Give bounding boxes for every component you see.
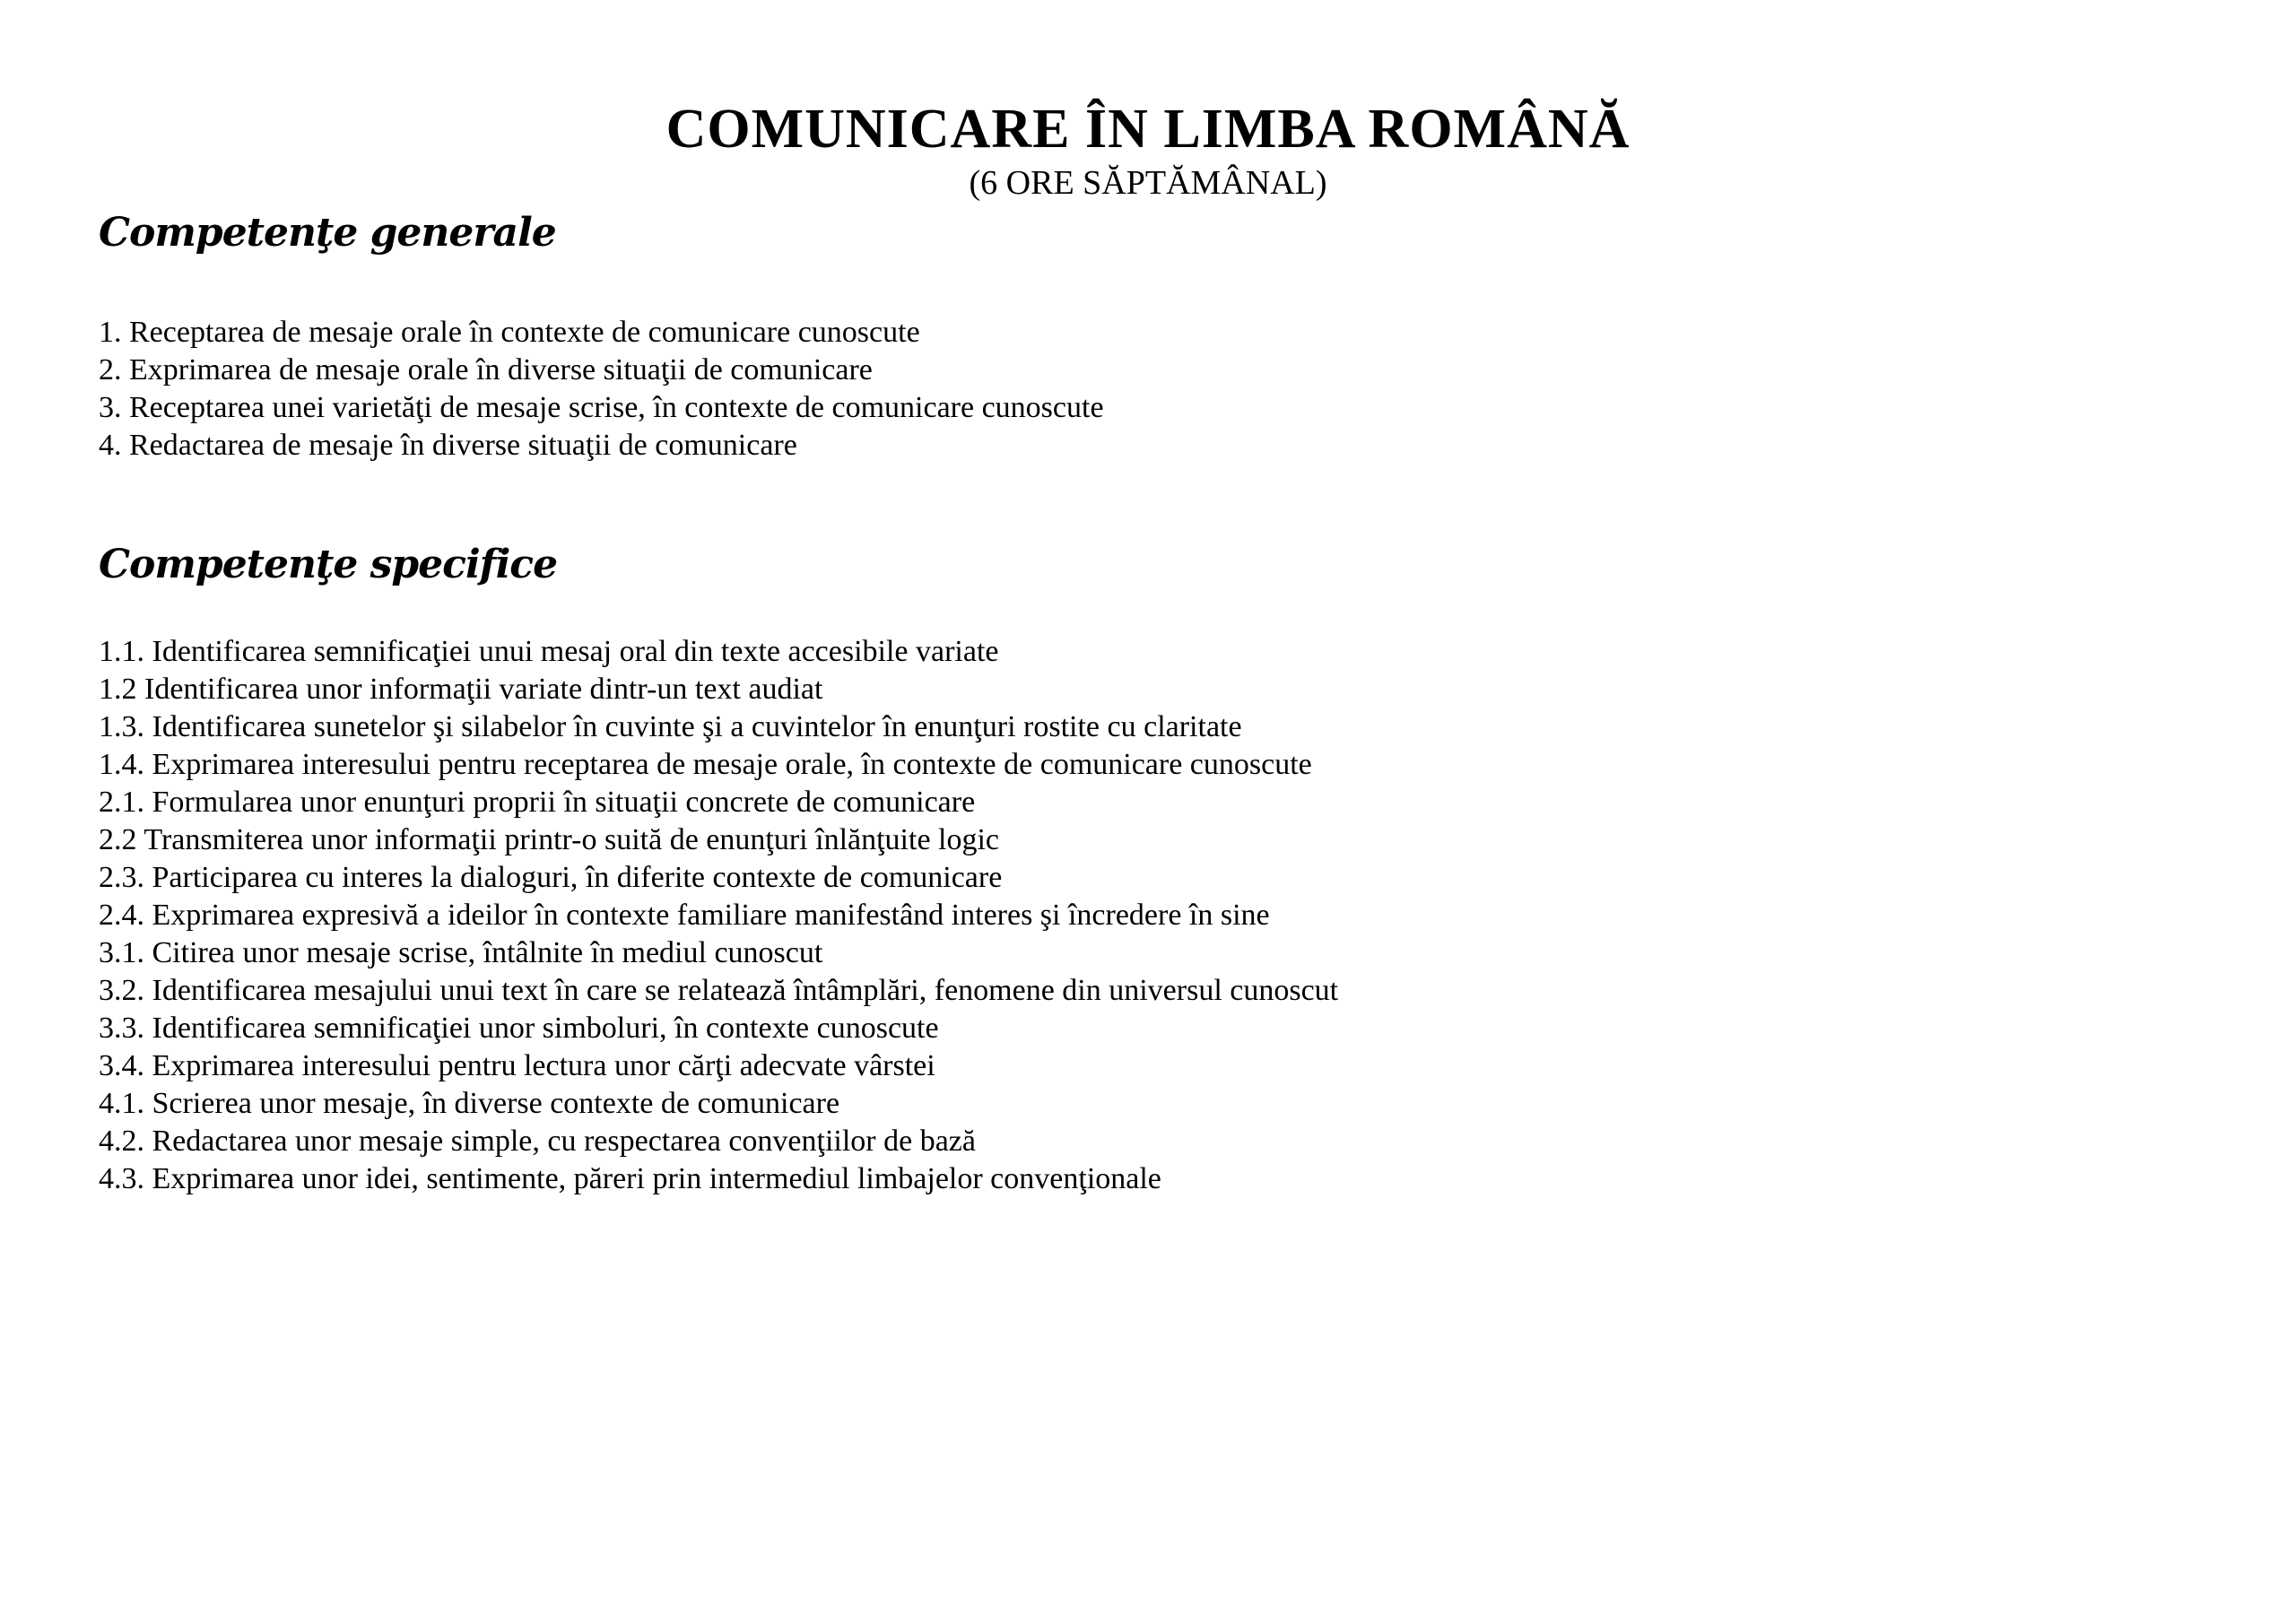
general-competence-item: 1. Receptarea de mesaje orale în contexte de comunicare cunoscute <box>99 316 920 349</box>
specific-competence-item: 3.4. Exprimarea interesului pentru lectura unor cărţi adecvate vârstei <box>99 1049 935 1082</box>
specific-competence-item: 1.2 Identificarea unor informaţii variate dintr-un text audiat <box>99 673 823 706</box>
page-subtitle: (6 ORE SĂPTĂMÂNAL) <box>969 164 1327 202</box>
specific-competence-item: 2.3. Participarea cu interes la dialoguri, în diferite contexte de comunicare <box>99 861 1003 894</box>
general-competence-item: 4. Redactarea de mesaje în diverse situaţii de comunicare <box>99 429 797 462</box>
specific-competence-item: 2.4. Exprimarea expresivă a ideilor în contexte familiare manifestând interes şi încredere în sine <box>99 899 1270 932</box>
specific-competence-item: 3.1. Citirea unor mesaje scrise, întâlnite în mediul cunoscut <box>99 936 823 969</box>
specific-competence-item: 4.3. Exprimarea unor idei, sentimente, păreri prin intermediul limbajelor convenţionale <box>99 1162 1161 1195</box>
specific-competence-item: 3.3. Identificarea semnificaţiei unor simboluri, în contexte cunoscute <box>99 1012 939 1045</box>
specific-competence-item: 1.1. Identificarea semnificaţiei unui mesaj oral din texte accesibile variate <box>99 635 999 668</box>
specific-competence-item: 3.2. Identificarea mesajului unui text în care se relatează întâmplări, fenomene din universul cunoscut <box>99 974 1339 1007</box>
general-competence-item: 3. Receptarea unei varietăţi de mesaje scrise, în contexte de comunicare cunoscute <box>99 391 1104 424</box>
specific-competence-item: 2.2 Transmiterea unor informaţii printr-o suită de enunţuri înlănţuite logic <box>99 823 1000 856</box>
general-competences-heading: Competenţe generale <box>99 210 556 256</box>
specific-competence-item: 4.1. Scrierea unor mesaje, în diverse contexte de comunicare <box>99 1087 840 1120</box>
general-competences-list <box>99 314 1104 465</box>
page-title: COMUNICARE ÎN LIMBA ROMÂNĂ <box>665 99 1631 160</box>
specific-competences-heading: Competenţe specifice <box>99 542 558 587</box>
specific-competence-item: 2.1. Formularea unor enunţuri proprii în situaţii concrete de comunicare <box>99 786 976 819</box>
specific-competence-item: 1.3. Identificarea sunetelor şi silabelor în cuvinte şi a cuvintelor în enunţuri rostite cu claritate <box>99 710 1242 743</box>
specific-competences-list <box>99 633 1338 1198</box>
specific-competence-item: 4.2. Redactarea unor mesaje simple, cu respectarea convenţiilor de bază <box>99 1125 976 1158</box>
general-competence-item: 2. Exprimarea de mesaje orale în diverse situaţii de comunicare <box>99 353 873 386</box>
specific-competence-item: 1.4. Exprimarea interesului pentru receptarea de mesaje orale, în contexte de comunicare cunoscute <box>99 748 1312 781</box>
